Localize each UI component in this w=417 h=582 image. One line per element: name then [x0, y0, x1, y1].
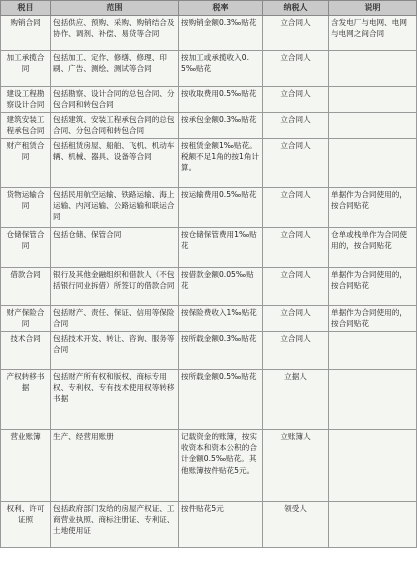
tax-item-note — [329, 139, 417, 188]
tax-item-rate: 按保险费收入1‰贴花 — [179, 306, 263, 332]
tax-item-range: 包括勘察、设计合同的总包合同、分包合同和转包合同 — [51, 87, 179, 113]
tax-item-name: 借款合同 — [1, 268, 51, 306]
header-range: 范围 — [51, 1, 179, 16]
header-name: 税目 — [1, 1, 51, 16]
tax-item-payer: 领受人 — [263, 502, 329, 548]
tax-item-rate: 记载资金的账簿，按实收资本和资本公积的合计金额0.5‰贴花。其他账簿按件贴花5元。 — [179, 430, 263, 502]
tax-item-note: 含发电厂与电网、电网与电网之间合同 — [329, 16, 417, 51]
table-row — [1, 228, 417, 268]
tax-item-name: 建设工程勘察设计合同 — [1, 87, 51, 113]
table-row — [1, 332, 417, 370]
tax-item-payer: 立合同人 — [263, 16, 329, 51]
tax-item-range: 包括财产所有权和版权、商标专用权、专利权、专有技术使用权等转移书据 — [51, 370, 179, 430]
header-payer: 纳税人 — [263, 1, 329, 16]
tax-item-payer: 立合同人 — [263, 113, 329, 139]
tax-item-payer: 立合同人 — [263, 268, 329, 306]
table-header-row — [1, 1, 417, 16]
tax-item-range: 包括加工、定作、修缮、修理、印刷、广告、测绘、测试等合同 — [51, 51, 179, 87]
header-rate: 税率 — [179, 1, 263, 16]
tax-item-rate: 按购销金额0.3‰贴花 — [179, 16, 263, 51]
table-row — [1, 113, 417, 139]
tax-item-range: 包括技术开发、转让、咨询、服务等合同 — [51, 332, 179, 370]
tax-item-note — [329, 502, 417, 548]
tax-item-name: 建筑安装工程承包合同 — [1, 113, 51, 139]
tax-item-payer: 立合同人 — [263, 51, 329, 87]
tax-item-name: 仓储保管合同 — [1, 228, 51, 268]
tax-item-rate: 按仓储保管费用1‰贴花 — [179, 228, 263, 268]
tax-item-range: 包括租赁房屋、船舶、飞机、机动车辆、机械、器具、设备等合同 — [51, 139, 179, 188]
tax-item-rate: 按加工或承揽收入0.5‰贴花 — [179, 51, 263, 87]
tax-item-rate: 按所载金额0.3‰贴花 — [179, 332, 263, 370]
tax-item-note: 单据作为合同使用的，按合同贴花 — [329, 306, 417, 332]
tax-item-name: 技术合同 — [1, 332, 51, 370]
tax-item-note — [329, 370, 417, 430]
tax-item-range: 生产、经营用账册 — [51, 430, 179, 502]
tax-item-payer: 立合同人 — [263, 332, 329, 370]
tax-item-rate: 按所载金额0.5‰贴花 — [179, 370, 263, 430]
table-row — [1, 139, 417, 188]
tax-item-note: 仓单或栈单作为合同使用的，按合同贴花 — [329, 228, 417, 268]
tax-item-note — [329, 113, 417, 139]
tax-item-rate: 按收取费用0.5‰贴花 — [179, 87, 263, 113]
tax-item-payer: 立据人 — [263, 370, 329, 430]
tax-item-rate: 按租赁金额1‰贴花。税额不足1角的按1角计算。 — [179, 139, 263, 188]
tax-item-range: 包括供应、预购、采购、购销结合及协作、调剂、补偿、易货等合同 — [51, 16, 179, 51]
table-row — [1, 370, 417, 430]
tax-item-payer: 立合同人 — [263, 87, 329, 113]
table-row — [1, 430, 417, 502]
tax-item-range: 包括建筑、安装工程承包合同的总包合同、分包合同和转包合同 — [51, 113, 179, 139]
tax-item-payer: 立合同人 — [263, 188, 329, 228]
tax-item-rate: 按承包金额0.3‰贴花 — [179, 113, 263, 139]
tax-item-range: 包括民用航空运输、铁路运输、海上运输、内河运输、公路运输和联运合同 — [51, 188, 179, 228]
tax-item-rate: 按件贴花5元 — [179, 502, 263, 548]
tax-item-range: 包括仓储、保管合同 — [51, 228, 179, 268]
tax-item-note: 单据作为合同使用的，按合同贴花 — [329, 268, 417, 306]
table-row — [1, 87, 417, 113]
table-row — [1, 16, 417, 51]
tax-item-name: 营业账簿 — [1, 430, 51, 502]
table-row — [1, 268, 417, 306]
tax-item-note: 单据作为合同使用的，按合同贴花 — [329, 188, 417, 228]
tax-item-note — [329, 430, 417, 502]
tax-item-note — [329, 51, 417, 87]
tax-item-name: 货物运输合同 — [1, 188, 51, 228]
table-row — [1, 188, 417, 228]
tax-item-name: 加工承揽合同 — [1, 51, 51, 87]
tax-item-payer: 立合同人 — [263, 306, 329, 332]
tax-item-name: 权利、许可证照 — [1, 502, 51, 548]
tax-item-range: 包括财产、责任、保证、信用等保险合同 — [51, 306, 179, 332]
tax-item-payer: 立合同人 — [263, 139, 329, 188]
tax-item-rate: 按运输费用0.5‰贴花 — [179, 188, 263, 228]
tax-item-payer: 立合同人 — [263, 228, 329, 268]
tax-item-name: 财产租赁合同 — [1, 139, 51, 188]
tax-item-note — [329, 332, 417, 370]
tax-item-name: 财产保险合同 — [1, 306, 51, 332]
table-row — [1, 306, 417, 332]
tax-item-range: 银行及其他金融组织和借款人（不包括银行同业拆借）所签订的借款合同 — [51, 268, 179, 306]
header-note: 说明 — [329, 1, 417, 16]
tax-item-name: 产权转移书据 — [1, 370, 51, 430]
tax-item-note — [329, 87, 417, 113]
tax-item-payer: 立账簿人 — [263, 430, 329, 502]
tax-item-name: 购销合同 — [1, 16, 51, 51]
table-row — [1, 502, 417, 548]
tax-item-range: 包括政府部门发给的房屋产权证、工商营业执照、商标注册证、专利证、土地使用证 — [51, 502, 179, 548]
tax-item-rate: 按借款金额0.05‰贴花 — [179, 268, 263, 306]
table-row — [1, 51, 417, 87]
